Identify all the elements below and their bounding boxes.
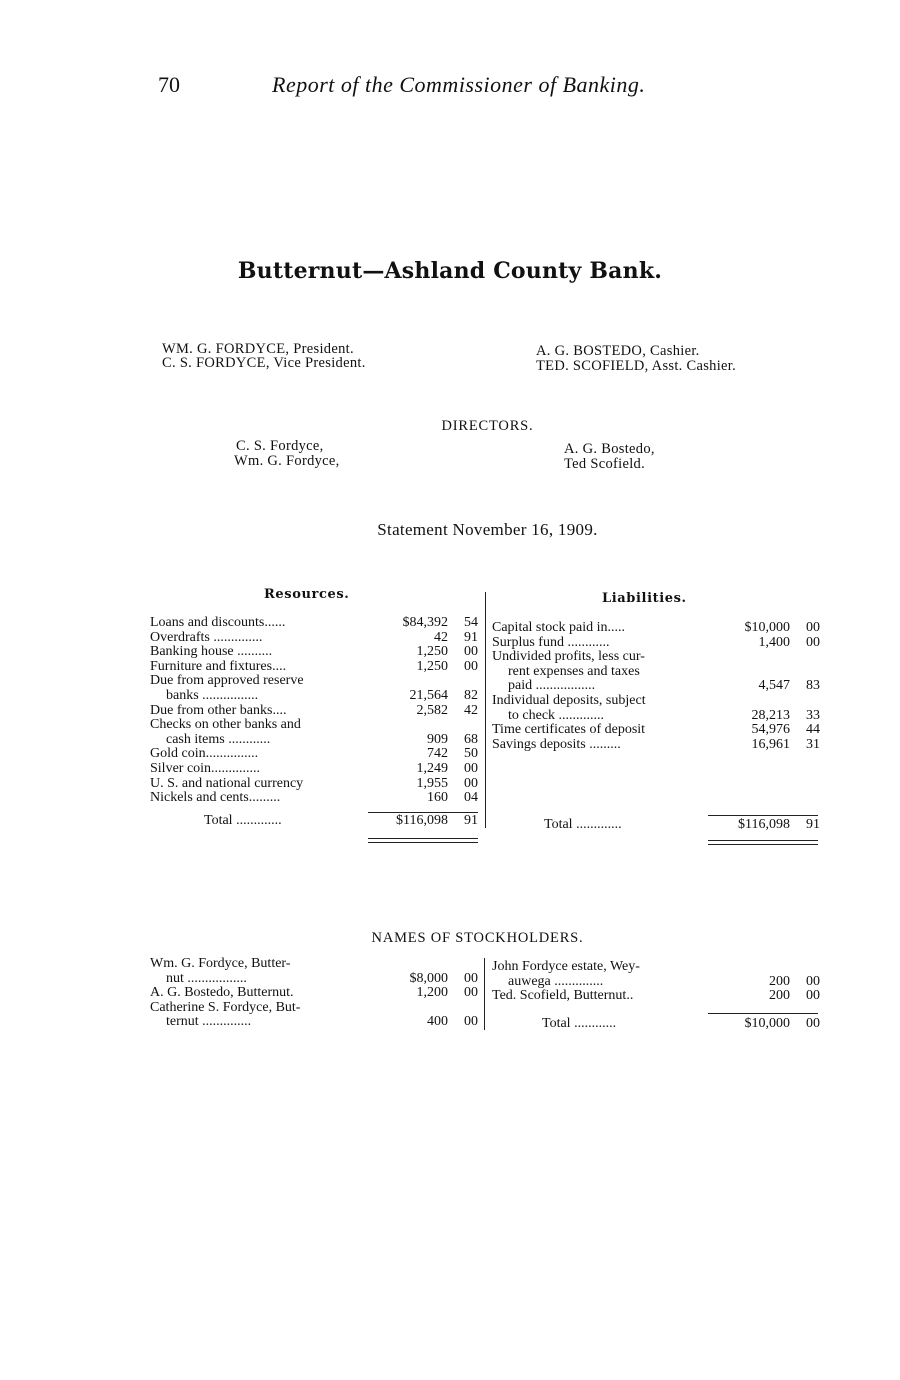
row-cents: 00 — [464, 658, 478, 674]
row-cents: 31 — [806, 736, 820, 752]
row-label: Due from other banks.... — [150, 702, 287, 718]
row-cents: 00 — [464, 760, 478, 776]
row-dollars: $8,000 — [409, 970, 448, 986]
table-row — [150, 791, 478, 806]
row-cents — [448, 718, 478, 733]
resources-total-cents: 91 — [464, 813, 478, 828]
row-dollars: 742 — [427, 746, 448, 762]
row-label: Wm. G. Fordyce, Butter- — [150, 956, 291, 971]
row-cents: 00 — [464, 644, 478, 660]
row-cents: 68 — [464, 731, 478, 747]
table-row — [150, 733, 478, 748]
row-label: A. G. Bostedo, Butternut. — [150, 985, 294, 1001]
row-label: Undivided profits, less cur- — [492, 649, 645, 665]
row-cents — [790, 960, 820, 975]
resources-total-row — [150, 814, 478, 829]
running-title: Report of the Commissioner of Banking. — [272, 72, 646, 97]
row-cents: 54 — [464, 615, 478, 630]
table-row — [150, 616, 478, 631]
row-dollars: 2,582 — [416, 702, 448, 718]
row-cents: 33 — [806, 707, 820, 723]
row-label: Gold coin............... — [150, 746, 259, 762]
row-cents — [448, 957, 478, 972]
table-row — [492, 960, 820, 975]
row-dollars: $84,392 — [402, 615, 448, 630]
director-name: Wm. G. Fordyce, — [234, 453, 340, 469]
officer-president: WM. G. FORDYCE, President. — [162, 341, 354, 357]
row-label: Furniture and fixtures.... — [150, 658, 287, 674]
stockholders-left-table — [150, 957, 478, 1030]
row-cents: 00 — [464, 985, 478, 1001]
table-row — [492, 723, 820, 738]
row-dollars: 1,400 — [758, 634, 790, 650]
stockholders-total-label: Total ............ — [542, 1016, 617, 1031]
stockholders-total-dollars: $10,000 — [744, 1016, 790, 1031]
row-dollars — [380, 674, 448, 689]
row-dollars: $10,000 — [744, 620, 790, 635]
table-row — [492, 650, 820, 665]
row-cents — [448, 674, 478, 689]
stockholders-sum-rule — [708, 1013, 818, 1014]
director-name: C. S. Fordyce, — [236, 438, 324, 454]
row-label: banks ................ — [166, 687, 259, 703]
row-label: paid ................. — [508, 678, 596, 694]
director-name: A. G. Bostedo, — [564, 441, 655, 457]
row-dollars: 54,976 — [751, 722, 790, 738]
row-cents: 00 — [464, 1014, 478, 1030]
row-cents — [790, 665, 820, 680]
row-dollars: 200 — [769, 988, 790, 1004]
statement-heading: Statement November 16, 1909. — [377, 520, 598, 539]
row-cents: 00 — [806, 634, 820, 650]
liabilities-total-dollars: $116,098 — [738, 817, 790, 832]
row-label: Banking house .......... — [150, 644, 273, 660]
row-dollars: 42 — [434, 629, 448, 645]
stockholders-heading: NAMES OF STOCKHOLDERS. — [371, 930, 584, 946]
row-cents: 00 — [806, 988, 820, 1004]
row-cents — [448, 1001, 478, 1016]
row-cents — [790, 694, 820, 709]
officer-vice-president: C. S. FORDYCE, Vice President. — [162, 355, 366, 371]
stockholders-divider — [484, 958, 485, 1030]
directors-heading: DIRECTORS. — [441, 418, 534, 434]
row-label: Surplus fund ............ — [492, 634, 610, 650]
row-label: Silver coin.............. — [150, 760, 261, 776]
liabilities-total-row — [492, 818, 820, 833]
table-row — [492, 709, 820, 724]
row-cents: 00 — [806, 973, 820, 989]
page-number: 70 — [158, 72, 180, 97]
row-label: Checks on other banks and — [150, 717, 301, 733]
row-dollars: 1,250 — [416, 644, 448, 660]
row-cents: 00 — [464, 970, 478, 986]
row-dollars — [753, 960, 790, 975]
row-dollars — [722, 650, 790, 665]
table-row — [150, 777, 478, 792]
row-cents: 82 — [464, 687, 478, 703]
table-row — [150, 718, 478, 733]
row-dollars: 4,547 — [758, 678, 790, 694]
row-label: cash items ............ — [166, 731, 271, 747]
row-label: to check ............. — [508, 707, 605, 723]
row-cents — [790, 650, 820, 665]
bank-title: Butternut—Ashland County Bank. — [237, 258, 663, 284]
table-row — [150, 674, 478, 689]
row-dollars: 1,955 — [416, 775, 448, 791]
table-row — [150, 1015, 478, 1030]
column-divider — [485, 592, 486, 828]
row-dollars — [722, 694, 790, 709]
row-cents: 83 — [806, 678, 820, 694]
row-label: Time certificates of deposit — [492, 722, 646, 738]
liabilities-table — [492, 621, 820, 752]
table-row — [150, 1001, 478, 1016]
row-dollars — [387, 957, 448, 972]
stockholders-total-cents: 00 — [806, 1016, 820, 1031]
row-dollars: 160 — [427, 790, 448, 806]
row-dollars: 16,961 — [751, 736, 790, 752]
table-row — [150, 986, 478, 1001]
officer-cashier: A. G. BOSTEDO, Cashier. — [536, 343, 700, 359]
row-label: nut ................. — [166, 970, 247, 986]
row-cents: 00 — [464, 775, 478, 791]
row-label: Savings deposits ......... — [492, 736, 621, 752]
table-row — [150, 689, 478, 704]
row-cents: 42 — [464, 702, 478, 718]
director-name: Ted Scofield. — [564, 456, 646, 472]
row-cents: 50 — [464, 746, 478, 762]
liabilities-double-rule — [708, 840, 818, 845]
row-label: Ted. Scofield, Butternut.. — [492, 988, 634, 1004]
table-row — [150, 957, 478, 972]
table-row — [150, 645, 478, 660]
table-row — [492, 665, 820, 680]
table-row — [150, 762, 478, 777]
table-row — [492, 989, 820, 1004]
row-dollars: 21,564 — [409, 687, 448, 703]
row-dollars: 1,249 — [416, 760, 448, 776]
table-row — [492, 694, 820, 709]
row-cents: 04 — [464, 790, 478, 806]
row-label: rent expenses and taxes — [508, 663, 640, 679]
row-label: Due from approved reserve — [150, 673, 304, 689]
row-label: Catherine S. Fordyce, But- — [150, 999, 301, 1015]
row-label: John Fordyce estate, Wey- — [492, 959, 640, 974]
row-label: Overdrafts .............. — [150, 629, 263, 645]
liabilities-total-cents: 91 — [806, 817, 820, 832]
row-dollars: 1,250 — [416, 658, 448, 674]
stockholders-total-row — [492, 1017, 820, 1032]
row-dollars — [722, 665, 790, 680]
row-cents: 00 — [806, 620, 820, 635]
row-dollars: 200 — [769, 973, 790, 989]
row-label: Loans and discounts...... — [150, 615, 286, 630]
row-label: Nickels and cents......... — [150, 790, 281, 806]
row-dollars — [380, 718, 448, 733]
row-cents: 44 — [806, 722, 820, 738]
liabilities-heading: Liabilities. — [602, 591, 687, 606]
row-label: auwega .............. — [508, 973, 604, 989]
officer-assistant-cashier: TED. SCOFIELD, Asst. Cashier. — [536, 358, 737, 374]
table-row — [150, 704, 478, 719]
table-row — [492, 738, 820, 753]
table-row — [150, 747, 478, 762]
row-dollars: 400 — [427, 1014, 448, 1030]
table-row — [150, 631, 478, 646]
row-dollars — [387, 1001, 448, 1016]
row-cents: 91 — [464, 629, 478, 645]
table-row — [150, 660, 478, 675]
table-row — [492, 636, 820, 651]
liabilities-total-label: Total ............. — [544, 817, 622, 832]
resources-total-dollars: $116,098 — [396, 813, 448, 828]
row-dollars: 909 — [427, 731, 448, 747]
row-label: ternut .............. — [166, 1014, 252, 1030]
row-dollars: 1,200 — [416, 985, 448, 1001]
table-row — [492, 975, 820, 990]
resources-double-rule — [368, 838, 478, 843]
row-label: Individual deposits, subject — [492, 692, 646, 708]
resources-table — [150, 616, 478, 806]
row-dollars: 28,213 — [751, 707, 790, 723]
row-label: Capital stock paid in..... — [492, 620, 625, 635]
table-row — [150, 972, 478, 987]
row-label: U. S. and national currency — [150, 775, 304, 791]
resources-heading: Resources. — [264, 587, 350, 602]
resources-total-label: Total ............. — [204, 813, 282, 828]
table-row — [492, 679, 820, 694]
stockholders-right-table — [492, 960, 820, 1004]
liabilities-sum-rule — [708, 815, 818, 816]
table-row — [492, 621, 820, 636]
